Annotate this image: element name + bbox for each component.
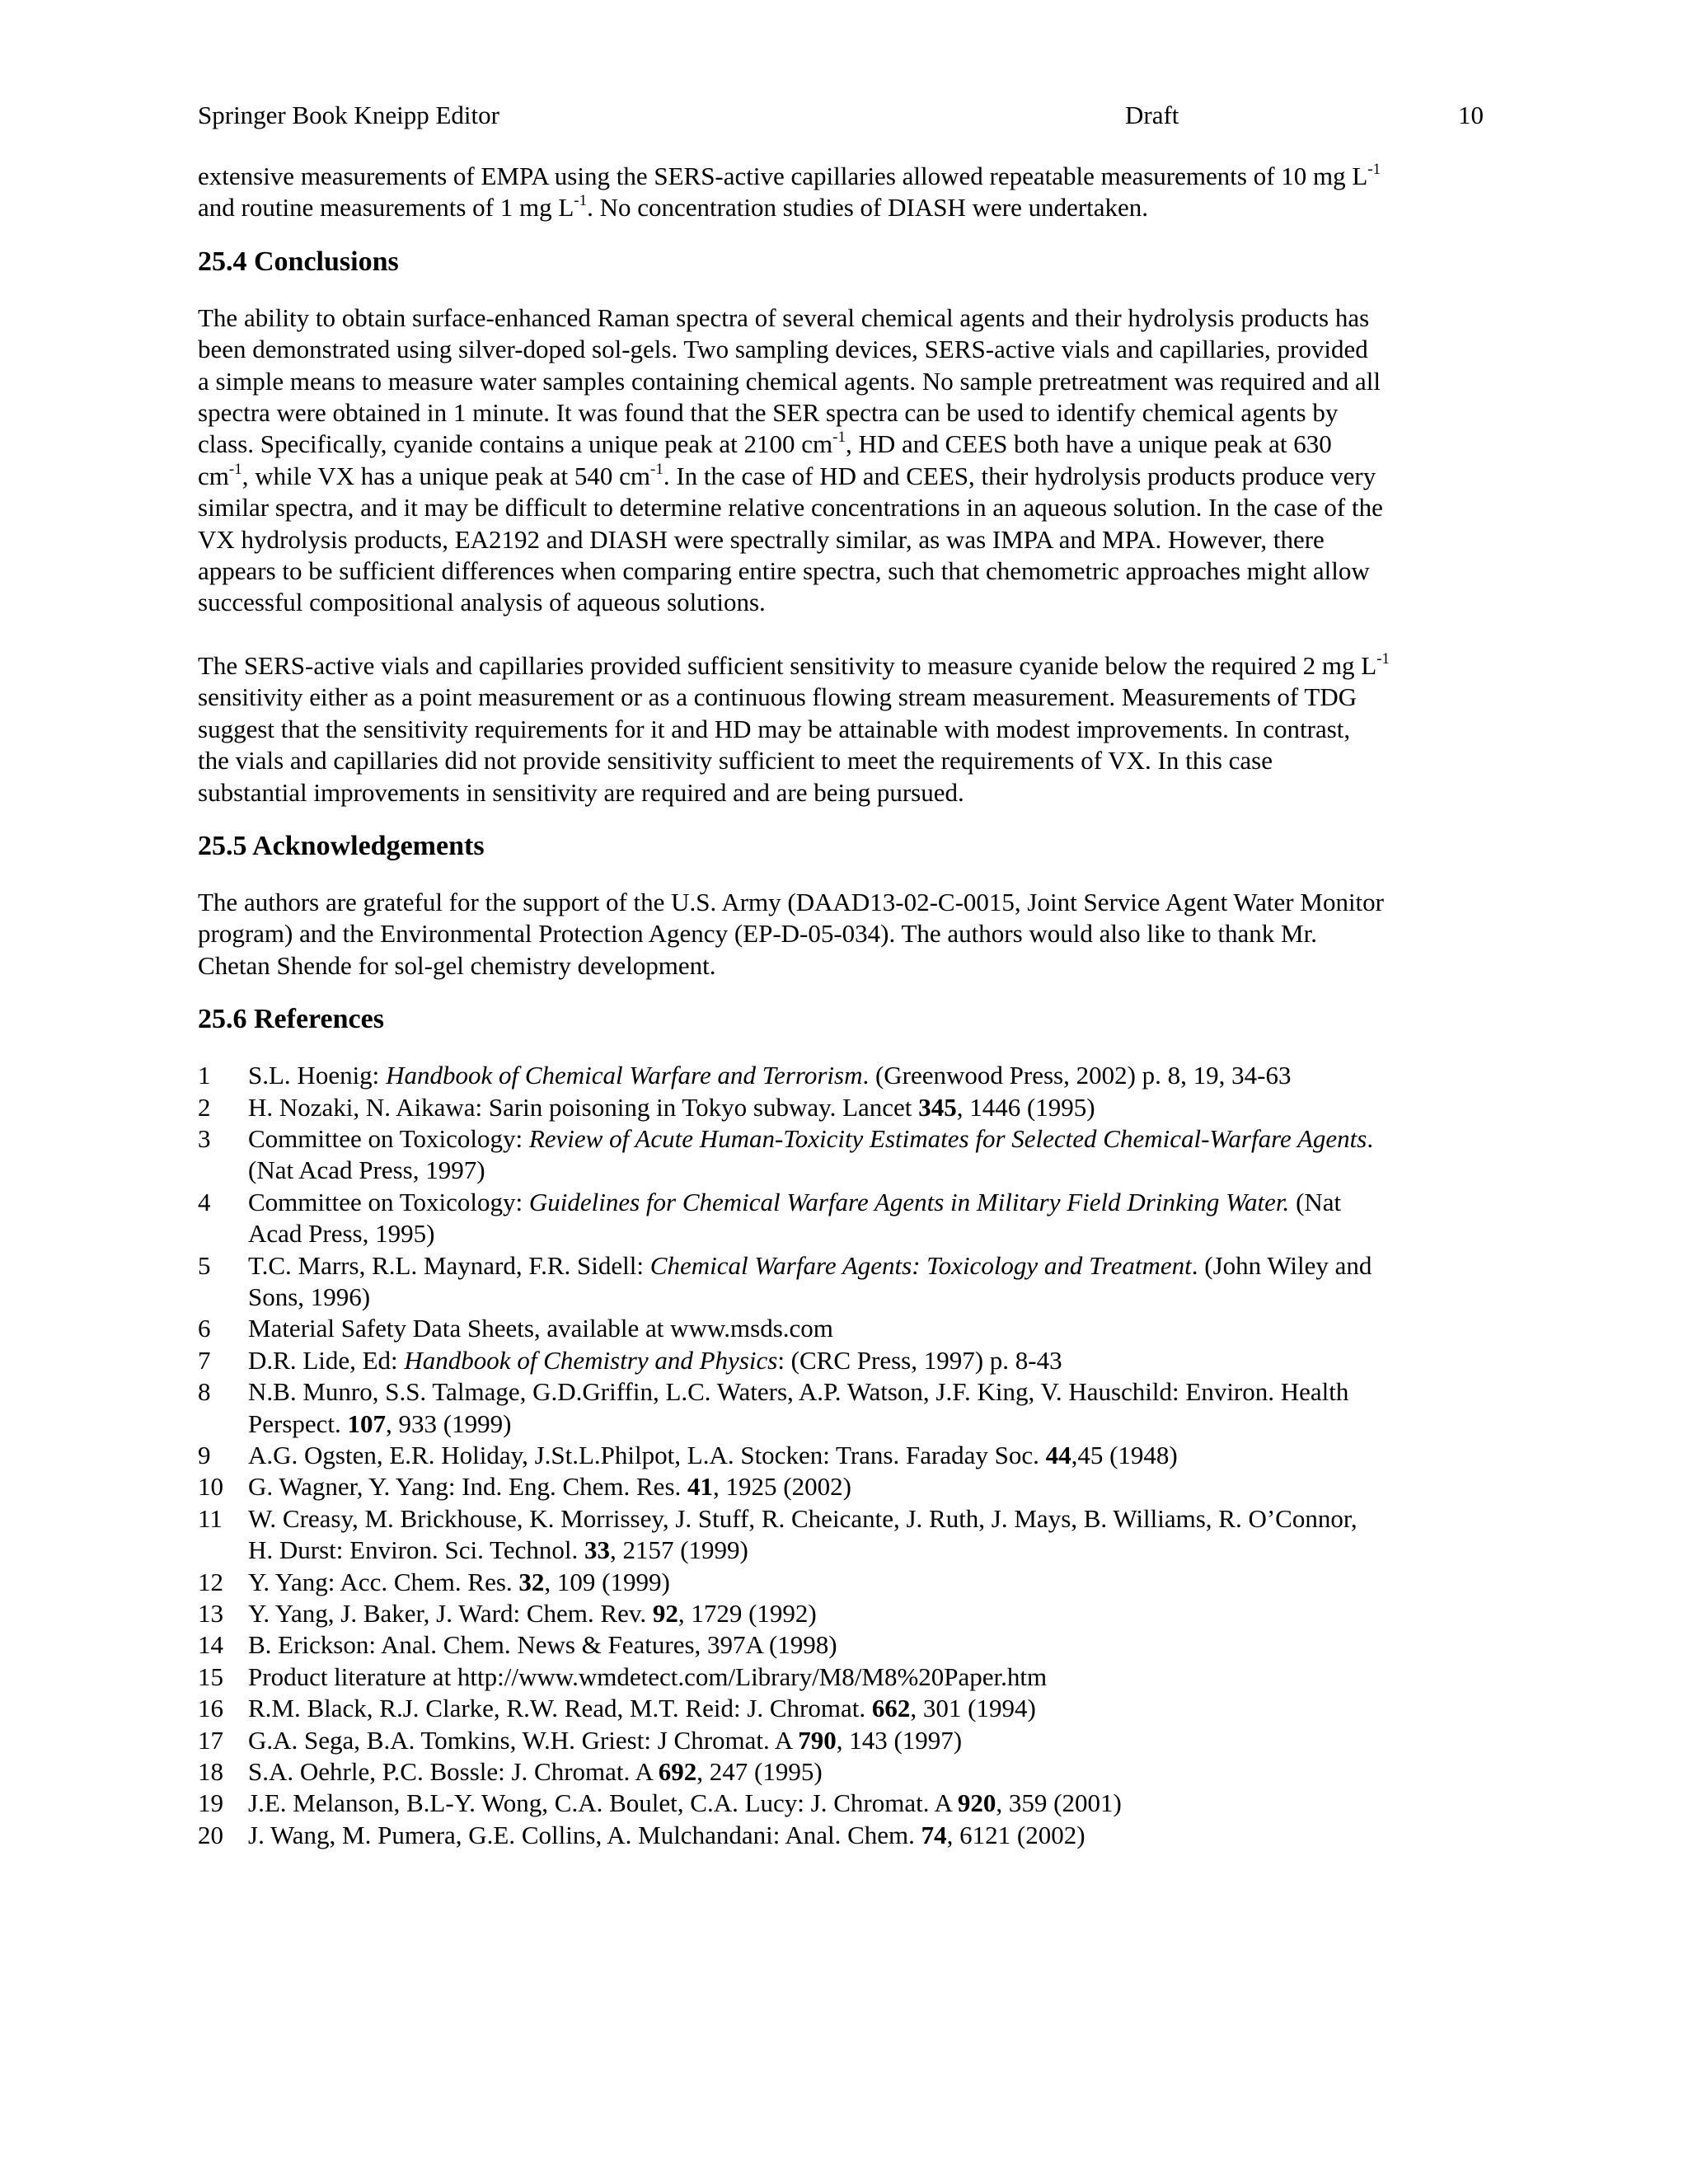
acknowledgements-paragraph: The authors are grateful for the support of the U.S. Army (DAAD13-02-C-0015, Joint Service Agent Water Monitor program) and the Environmental Protection Agency (EP-D-05-034). The authors would also like to thank Mr. Chetan Shende for sol-gel chemistry development. <box>198 887 1384 980</box>
reference-item: 10 G. Wagner, Y. Yang: Ind. Eng. Chem. Res. 41, 1925 (2002) <box>198 1472 851 1502</box>
reference-item: 1 S.L. Hoenig: Handbook of Chemical Warfare and Terrorism. (Greenwood Press, 2002) p. 8, 19, 34-63 <box>198 1061 1292 1090</box>
section-heading-references: 25.6 References <box>198 1004 384 1035</box>
intro-paragraph: extensive measurements of EMPA using the SERS-active capillaries allowed repeatable measurements of 10 mg $L^{-1}$ and routine measurements of 1 mg $L^{-1}$. No concentration studies of DIASH were undertaken. <box>198 161 1381 223</box>
reference-item: 12 Y. Yang: Acc. Chem. Res. 32, 109 (1999) <box>198 1567 670 1596</box>
header-draft-label: Draft <box>1125 101 1179 129</box>
conclusions-paragraph-2: The SERS-active vials and capillaries provided sufficient sensitivity to measure cyanide below the required 2 mg $L^{-1}$ sensitivity either as a point measurement or as a continuous flowing stream measurement. Measurements of TDG suggest that the sensitivity requirements for it and HD may be attainable with modest improvements. In contrast, the vials and capillaries did not provide sensitivity sufficient to meet the requirements of VX. In this case substantial improvements in sensitivity are required and are being pursued. <box>198 649 1390 807</box>
reference-item: 20 J. Wang, M. Pumera, G.E. Collins, A. Mulchandani: Anal. Chem. 74, 6121 (2002) <box>198 1820 1085 1849</box>
reference-item: 19 J.E. Melanson, B.L-Y. Wong, C.A. Boulet, C.A. Lucy: J. Chromat. A 920, 359 (2001) <box>198 1788 1122 1818</box>
page-number: 10 <box>1458 101 1484 129</box>
reference-item: 15 Product literature at http://www.wmdetect.com/Library/M8/M8%20Paper.htm <box>198 1661 1048 1691</box>
reference-item: 11 W. Creasy, M. Brickhouse, K. Morrissey, J. Stuff, R. Cheicante, J. Ruth, J. Mays, B. Williams, R. O’Connor, H. Durst: Environ. Sci. Technol. 33, 2157 (1999) <box>198 1503 1357 1565</box>
reference-item: 8 N.B. Munro, S.S. Talmage, G.D.Griffin, L.C. Waters, A.P. Watson, J.F. King, V. Hauschild: Environ. Health Perspect. 107, 933 (1999) <box>198 1377 1349 1438</box>
reference-item: 5 T.C. Marrs, R.L. Maynard, F.R. Sidell: Chemical Warfare Agents: Toxicology and Treatment. (John Wiley and Sons, 1996) <box>198 1250 1372 1311</box>
reference-item: 3 Committee on Toxicology: Review of Acute Human-Toxicity Estimates for Selected Chemical-Warfare Agents. (Nat Acad Press, 1997) <box>198 1123 1374 1185</box>
reference-item: 13 Y. Yang, J. Baker, J. Ward: Chem. Rev. 92, 1729 (1992) <box>198 1599 817 1629</box>
reference-item: 4 Committee on Toxicology: Guidelines for Chemical Warfare Agents in Military Field Drinking Water. (Nat Acad Press, 1995) <box>198 1187 1342 1249</box>
reference-item: 16 R.M. Black, R.J. Clarke, R.W. Read, M.T. Reid: J. Chromat. 662, 301 (1994) <box>198 1694 1036 1723</box>
document-page <box>198 95 1484 1851</box>
reference-item: 6 Material Safety Data Sheets, available at www.msds.com <box>198 1314 833 1343</box>
reference-item: 18 S.A. Oehrle, P.C. Bossle: J. Chromat. A 692, 247 (1995) <box>198 1757 823 1787</box>
section-heading-conclusions: 25.4 Conclusions <box>198 246 399 277</box>
reference-item: 2 H. Nozaki, N. Aikawa: Sarin poisoning in Tokyo subway. Lancet 345, 1446 (1995) <box>198 1092 1095 1122</box>
conclusions-paragraph-1: The ability to obtain surface-enhanced Raman spectra of several chemical agents and their hydrolysis products has been demonstrated using silver-doped sol-gels. Two sampling devices, SERS-active vials and capillaries, provided a simple means to measure water samples containing chemical agents. No sample pretreatment was required and all spectra were obtained in 1 minute. It was found that the SER spectra can be used to identify chemical agents by class. Specifically, cyanide contains a unique peak at 2100 $cm^{-1}$, HD and CEES both have a unique peak at 630 $cm^{-1}$, while VX has a unique peak at 540 $cm^{-1}$. In the case of HD and CEES, their hydrolysis products produce very similar spectra, and it may be difficult to determine relative concentrations in an aqueous solution. In the case of the VX hydrolysis products, EA2192 and DIASH were spectrally similar, as was IMPA and MPA. However, there appears to be sufficient differences when comparing entire spectra, such that chemometric approaches might allow successful compositional analysis of aqueous solutions. <box>198 302 1383 617</box>
reference-item: 7 D.R. Lide, Ed: Handbook of Chemistry and Physics: (CRC Press, 1997) p. 8-43 <box>198 1345 1062 1375</box>
page-header <box>198 95 1484 136</box>
header-title: Springer Book Kneipp Editor <box>198 101 499 129</box>
section-heading-acknowledgements: 25.5 Acknowledgements <box>198 830 485 861</box>
reference-list <box>198 1060 1484 1851</box>
reference-item: 9 A.G. Ogsten, E.R. Holiday, J.St.L.Philpot, L.A. Stocken: Trans. Faraday Soc. 44,45 (1948) <box>198 1441 1178 1469</box>
reference-item: 17 G.A. Sega, B.A. Tomkins, W.H. Griest: J Chromat. A 790, 143 (1997) <box>198 1725 963 1755</box>
reference-item: 14 B. Erickson: Anal. Chem. News & Features, 397A (1998) <box>198 1630 837 1660</box>
